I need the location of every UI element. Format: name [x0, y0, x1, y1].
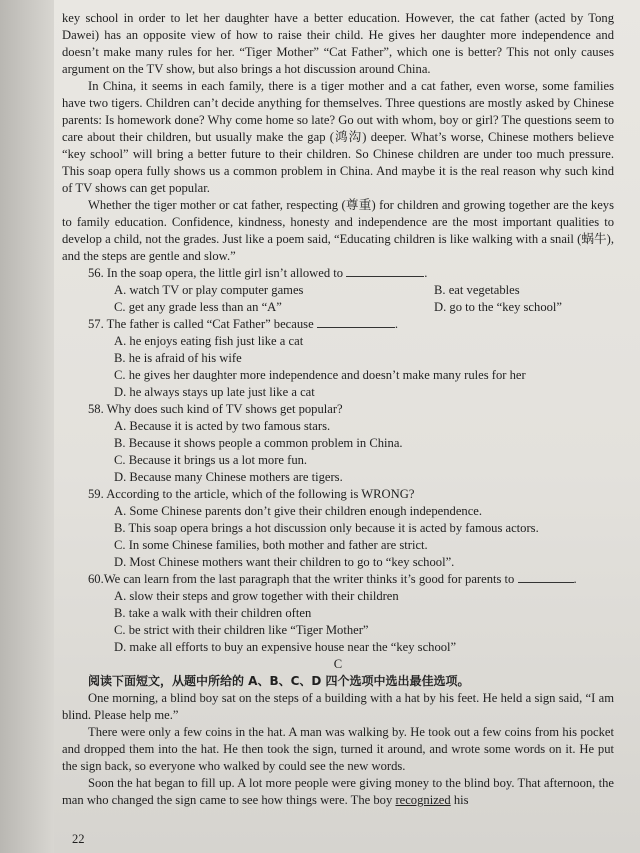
option-58-a: A. Because it is acted by two famous stars. [114, 419, 331, 433]
paragraph-continued: key school in order to let her daughter have a better education. However, the cat father (acted by Tong Dawei) has an opposite view of how to raise their child. He gives her daughter more independence and doesn’t make many rules for her. “Tiger Mother” “Cat Father”, which one is better? This not only causes argument on the TV show, but also brings a hot discussion around China. [62, 11, 614, 76]
answer-blank [346, 276, 424, 277]
option-57-a: A. he enjoys eating fish just like a cat [114, 334, 304, 348]
option-56-d: D. go to the “key school” [434, 300, 563, 314]
section-instruction: 阅读下面短文，从题中所给的 A、B、C、D 四个选项中选出最佳选项。 [88, 674, 470, 688]
page-shadow [0, 0, 54, 853]
option-59-a: A. Some Chinese parents don’t give their children enough independence. [114, 504, 483, 518]
section-label: C [333, 657, 343, 671]
question-56: 56. In the soap opera, the little girl isn’t allowed to . A. watch TV or play computer games B. eat vegetables C. get any grade less than an “A” D. go to the “key school” [88, 266, 563, 314]
option-58-d: D. Because many Chinese mothers are tigers. [114, 470, 343, 484]
paragraph-respect: Whether the tiger mother or cat father, respecting (尊重) for children and growing together are the keys to family education. Confidence, kindness, honesty and independence are the most important qualities to develop a child, not the grades. Just like a poem said, “Educating children is like walking with a snail (蜗牛), and the steps are gentle and slow.” [62, 198, 614, 263]
option-56-c: C. get any grade less than an “A” [114, 300, 282, 314]
option-58-b: B. Because it shows people a common problem in China. [114, 436, 403, 450]
paragraph-tiger-family: In China, it seems in each family, there is a tiger mother and a cat father, even worse, some families have two tigers. Children can’t decide anything for themselves. Three questions are mostly asked by Chinese parents: Is homework done? Why come home so late? Go out with whom, boy or girl? The questions seem to care about their children, but usually make the gap (鸿沟) deeper. What’s worse, Chinese mothers believe “key school” will bring a better future to their children. So Chinese children are under too much pressure. This soap opera fully shows us a common problem in China. And maybe it is the real reason why such kind of TV shows can get popular. [62, 79, 614, 195]
passage-c-paragraph: There were only a few coins in the hat. A man was walking by. He took out a few coins from his pocket and dropped them into the hat. He then took the sign, turned it around, and wrote some words on it. He put the sign back, so everyone who walked by could see the new words. [62, 725, 614, 773]
question-58-stem: 58. Why does such kind of TV shows get popular? [88, 402, 343, 416]
option-60-d: D. make all efforts to buy an expensive house near the “key school” [114, 640, 457, 654]
option-59-c: C. In some Chinese families, both mother and father are strict. [114, 538, 428, 552]
question-59-stem: 59. According to the article, which of the following is WRONG? [88, 487, 415, 501]
option-56-a: A. watch TV or play computer games [114, 283, 304, 297]
question-60: 60.We can learn from the last paragraph that the writer thinks it’s good for parents to . A. slow their steps and grow together with their children B. take a walk with their children often C. be strict with their children like “Tiger Mother” D. make all efforts to buy an expensive house near the “key school” [62, 571, 614, 656]
question-57-stem: 57. The father is called “Cat Father” because [88, 317, 314, 331]
option-60-b: B. take a walk with their children often [114, 606, 312, 620]
option-57-b: B. he is afraid of his wife [114, 351, 242, 365]
option-59-d: D. Most Chinese mothers want their children to go to “key school”. [114, 555, 455, 569]
question-57: 57. The father is called “Cat Father” because . A. he enjoys eating fish just like a cat B. he is afraid of his wife C. he gives her daughter more independence and doesn’t make many rules for her D. he always stays up late just like a cat [62, 316, 614, 401]
question-59 [62, 486, 614, 571]
answer-blank [317, 327, 395, 328]
passage-c-paragraph: One morning, a blind boy sat on the steps of a building with a hat by his feet. He held a sign said, “I am blind. Please help me.” [62, 691, 614, 722]
question-56-stem: 56. In the soap opera, the little girl isn’t allowed to [88, 266, 344, 280]
page-number: 22 [72, 832, 85, 846]
passage-c-paragraph: Soon the hat began to fill up. A lot more people were giving money to the blind boy. That afternoon, the man who changed the sign came to see how things were. The boy recognized his [62, 776, 614, 807]
underlined-word: recognized [395, 793, 451, 807]
option-59-b: B. This soap opera brings a hot discussion only because it is acted by famous actors. [114, 521, 539, 535]
question-60-stem: 60.We can learn from the last paragraph that the writer thinks it’s good for parents to [88, 572, 515, 586]
answer-blank [518, 582, 574, 583]
option-57-c: C. he gives her daughter more independence and doesn’t make many rules for her [114, 368, 526, 382]
option-56-b: B. eat vegetables [434, 283, 520, 297]
option-58-c: C. Because it brings us a lot more fun. [114, 453, 308, 467]
option-60-c: C. be strict with their children like “Tiger Mother” [114, 623, 369, 637]
page-content [62, 10, 614, 809]
option-60-a: A. slow their steps and grow together with their children [114, 589, 399, 603]
option-57-d: D. he always stays up late just like a cat [114, 385, 315, 399]
question-58 [62, 401, 614, 486]
